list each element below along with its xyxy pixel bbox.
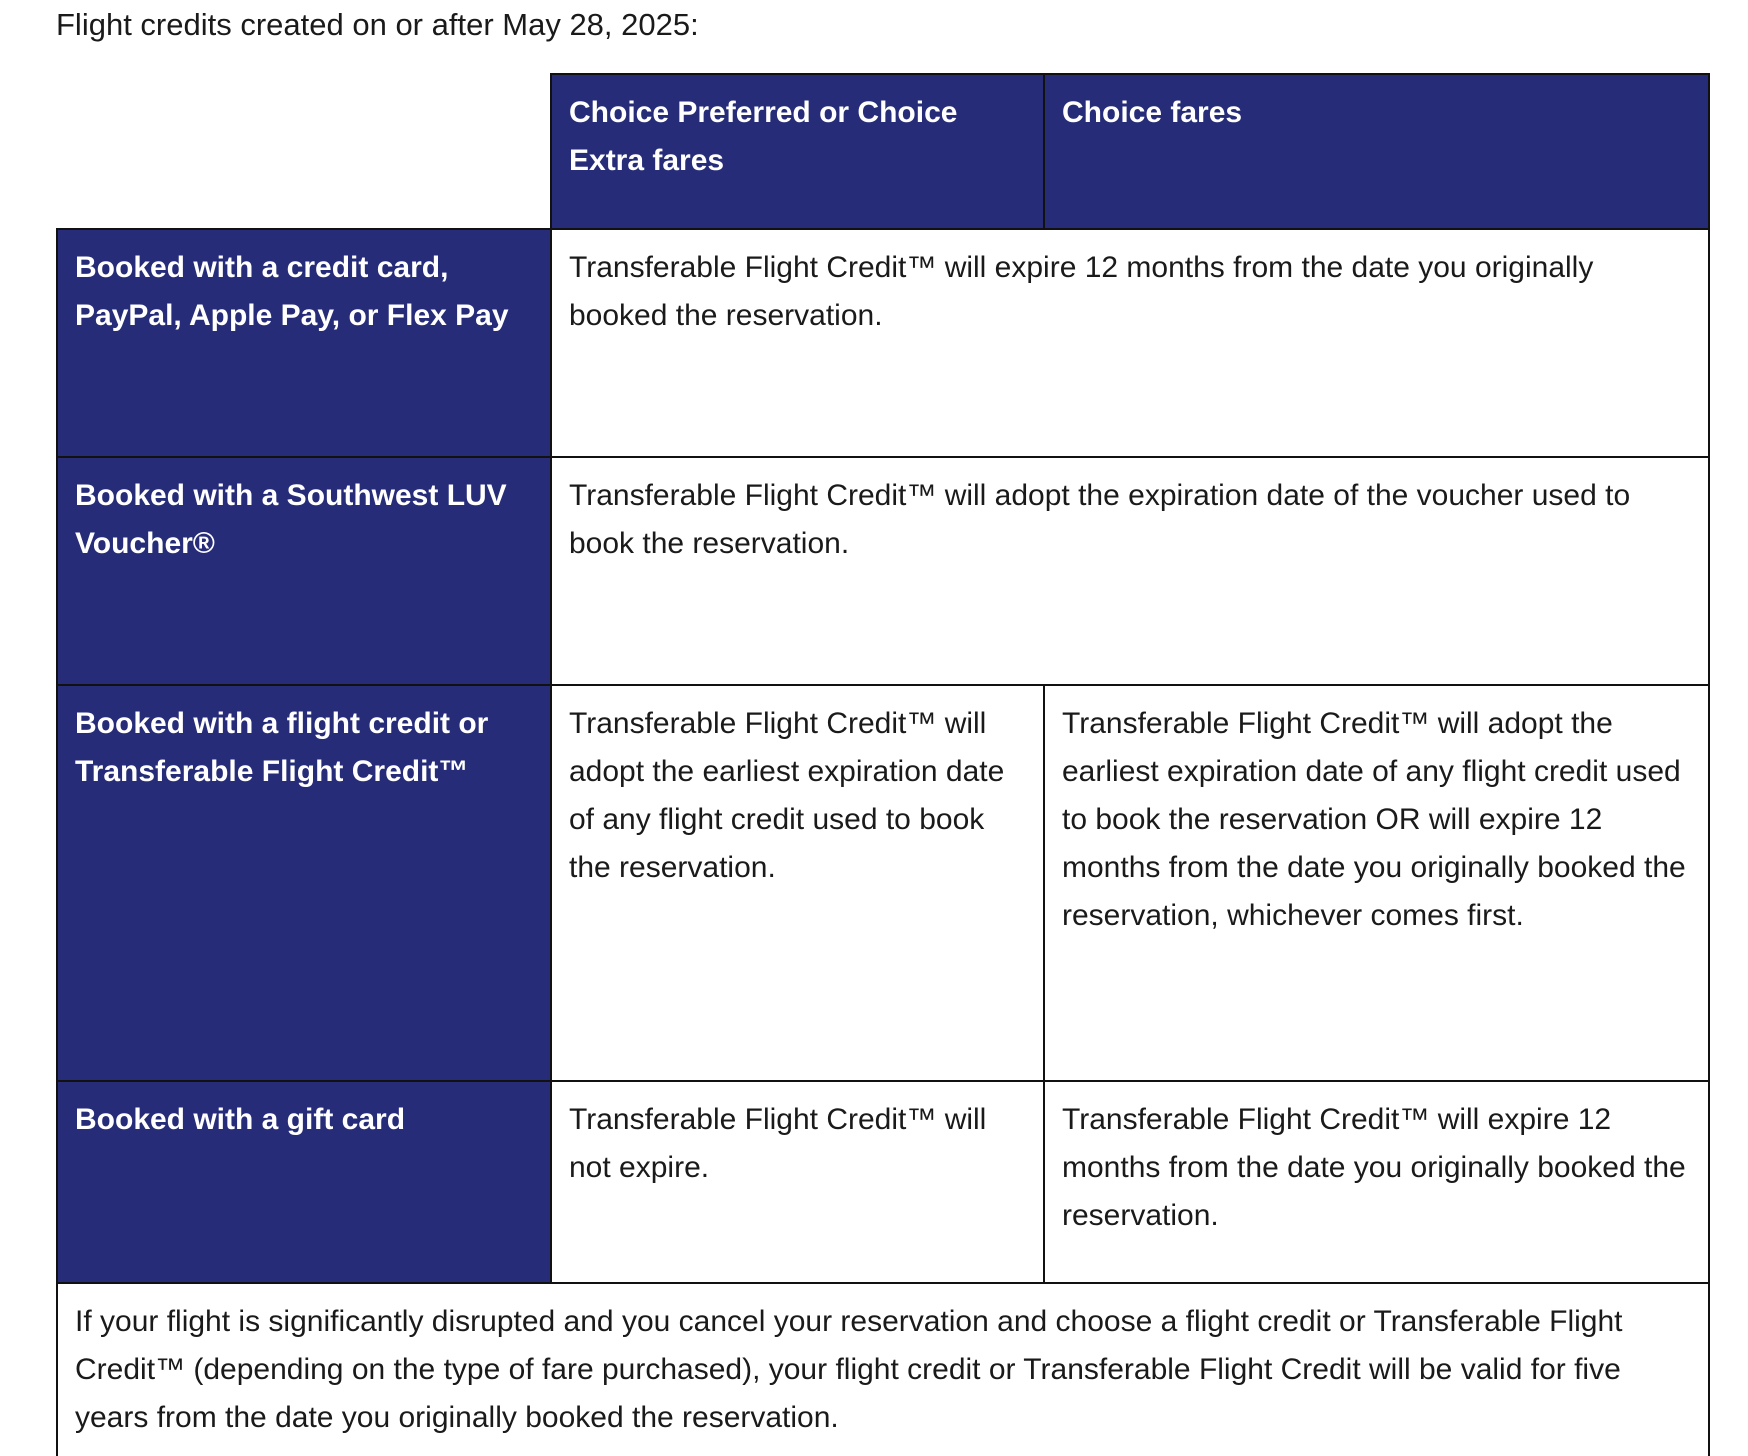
row-header-credit-card: Booked with a credit card, PayPal, Apple Pay, or Flex Pay bbox=[57, 229, 551, 457]
table-corner-cell bbox=[57, 74, 551, 229]
row-header-flight-credit: Booked with a flight credit or Transferable Flight Credit™ bbox=[57, 685, 551, 1081]
table-footnote-row bbox=[57, 1283, 1709, 1456]
cell-luv-voucher-all-fares: Transferable Flight Credit™ will adopt the expiration date of the voucher used to book the reservation. bbox=[551, 457, 1709, 685]
cell-credit-card-all-fares: Transferable Flight Credit™ will expire 12 months from the date you originally booked the reservation. bbox=[551, 229, 1709, 457]
table-row bbox=[57, 685, 1709, 1081]
column-header-choice: Choice fares bbox=[1044, 74, 1709, 229]
table-row bbox=[57, 1081, 1709, 1283]
flight-credit-expiration-table bbox=[56, 73, 1710, 1456]
row-header-gift-card: Booked with a gift card bbox=[57, 1081, 551, 1283]
cell-flight-credit-preferred: Transferable Flight Credit™ will adopt the earliest expiration date of any flight credit used to book the reservation. bbox=[551, 685, 1044, 1081]
column-header-preferred-extra: Choice Preferred or Choice Extra fares bbox=[551, 74, 1044, 229]
cell-flight-credit-choice: Transferable Flight Credit™ will adopt the earliest expiration date of any flight credit used to book the reservation OR will expire 12 months from the date you originally booked the reservation, whichever comes first. bbox=[1044, 685, 1709, 1081]
intro-text: Flight credits created on or after May 28, 2025: bbox=[56, 7, 699, 42]
table-row bbox=[57, 457, 1709, 685]
table-row bbox=[57, 229, 1709, 457]
table-header-row bbox=[57, 74, 1709, 229]
row-header-luv-voucher: Booked with a Southwest LUV Voucher® bbox=[57, 457, 551, 685]
table-footnote: If your flight is significantly disrupted and you cancel your reservation and choose a flight credit or Transferable Flight Credit™ (depending on the type of fare purchased), your flight credit or Transferable Flight Credit will be valid for five years from the date you originally booked the reservation. bbox=[57, 1283, 1709, 1456]
cell-gift-card-choice: Transferable Flight Credit™ will expire 12 months from the date you originally booked the reservation. bbox=[1044, 1081, 1709, 1283]
cell-gift-card-preferred: Transferable Flight Credit™ will not expire. bbox=[551, 1081, 1044, 1283]
